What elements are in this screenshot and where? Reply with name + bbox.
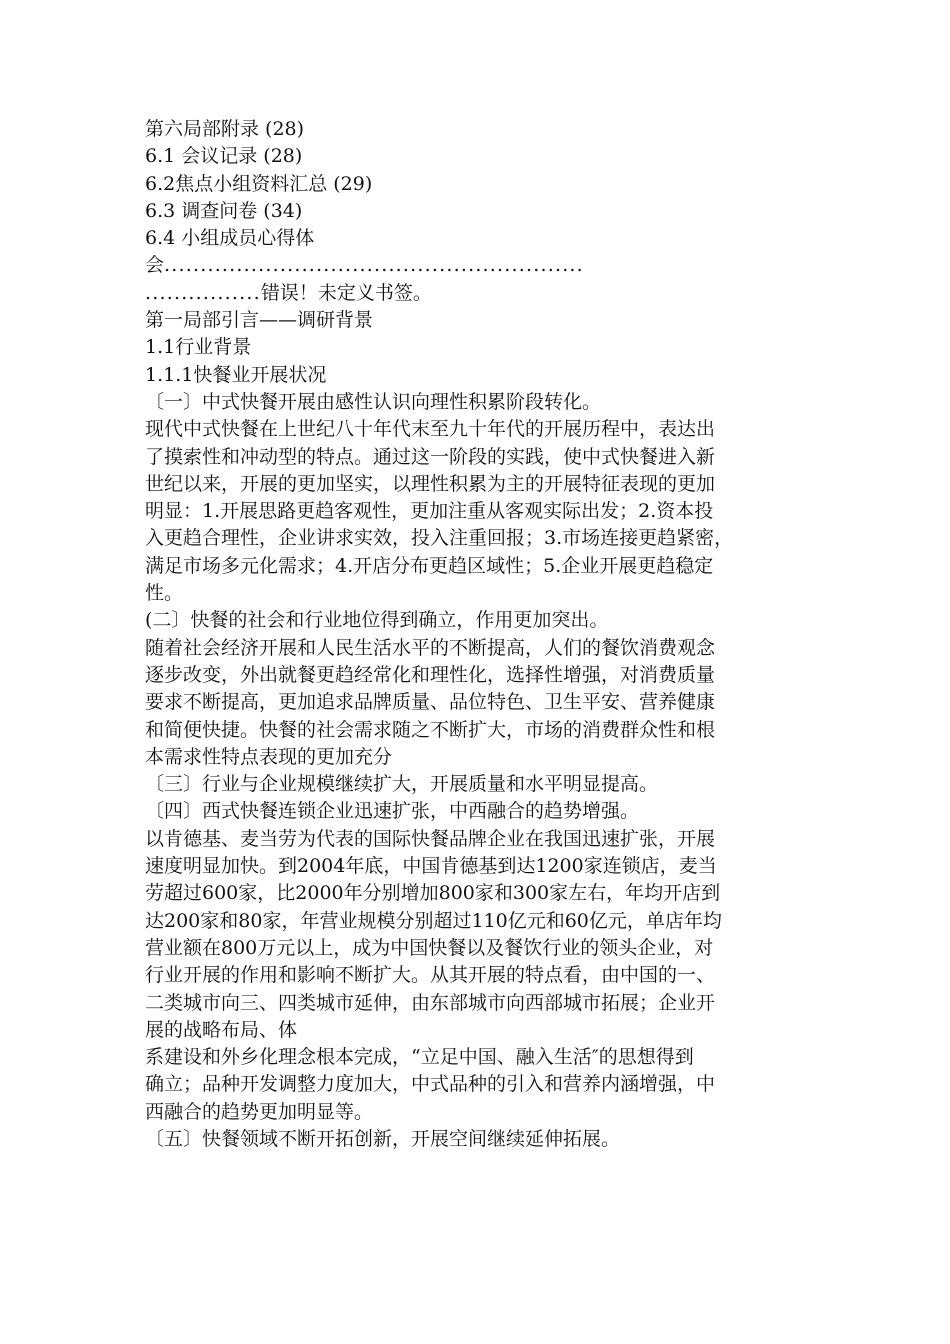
heading-1-1: 1.1行业背景 [145,336,252,359]
paragraph-line: 二类城市向三、四类城市延伸，由东部城市向西部城市拓展；企业开 [145,991,716,1014]
subheading-5: 〔五〕快餐领域不断开拓创新，开展空间继续延伸拓展。 [145,1127,621,1150]
subheading-1: 〔一〕中式快餐开展由感性认识向理性积累阶段转化。 [145,390,602,413]
heading-part-one: 第一局部引言——调研背景 [145,309,374,332]
toc-leader-dots: ................ [145,281,261,304]
subheading-2: (二〕快餐的社会和行业地位得到确立，作用更加突出。 [145,609,609,632]
paragraph-line: 随着社会经济开展和人民生活水平的不断提高，人们的餐饮消费观念 [145,636,716,659]
heading-1-1-1: 1.1.1快餐业开展状况 [145,363,327,386]
toc-item-6-2: 6.2焦点小组资料汇总 (29) [145,172,373,195]
toc-item-6-4-word: 会 [145,254,165,277]
paragraph-line: 达200家和80家，年营业规模分别超过110亿元和60亿元，单店年均 [145,909,722,932]
toc-leader-dots: .......................................................... [164,254,584,277]
toc-item-6-4-error [145,280,805,307]
toc-item-6-4-cont [145,252,805,279]
subheading-4: 〔四〕西式快餐连锁企业迅速扩张，中西融合的趋势增强。 [145,800,640,823]
toc-appendix: 第六局部附录 (28) [145,118,305,140]
paragraph-line: 速度明显加快。到2004年底，中国肯德基到达1200家连锁店，麦当 [145,855,717,878]
paragraph-line: 行业开展的作用和影响不断扩大。从其开展的特点看，由中国的一、 [145,964,716,987]
paragraph-line: 和简便快捷。快餐的社会需求随之不断扩大，市场的消费群众性和根 [145,718,716,741]
document-page [145,116,805,1153]
paragraph-line: 明显：1.开展思路更趋客观性，更加注重从客观实际出发；2.资本投 [145,500,714,523]
paragraph-line: 劳超过600家，比2000年分别增加800家和300家左右，年均开店到 [145,882,721,905]
paragraph-line: 展的战略布局、体 [145,1018,298,1041]
paragraph-line: 逐步改变，外出就餐更趋经常化和理性化，选择性增强，对消费质量 [145,663,716,686]
toc-item-6-4: 6.4 小组成员心得体 [145,227,315,250]
paragraph-line: 满足市场多元化需求；4.开店分布更趋区域性；5.企业开展更趋稳定 [145,554,714,577]
paragraph-line: 营业额在800万元以上，成为中国快餐以及餐饮行业的领头企业，对 [145,936,714,959]
paragraph-line: 性。 [145,582,184,605]
paragraph-line: 系建设和外乡化理念根本完成，“立足中国、融入生活″的思想得到 [145,1046,694,1069]
paragraph-line: 世纪以来，开展的更加坚实，以理性积累为主的开展特征表现的更加 [145,472,716,495]
paragraph-line: 确立；品种开发调整力度加大，中式品种的引入和营养内涵增强，中 [145,1073,716,1096]
paragraph-line: 西融合的趋势更加明显等。 [145,1100,374,1123]
paragraph-line: 以肯德基、麦当劳为代表的国际快餐品牌企业在我国迅速扩张，开展 [145,827,716,850]
paragraph-line: 现代中式快餐在上世纪八十年代末至九十年代的开展历程中，表达出 [145,418,716,441]
toc-item-6-3: 6.3 调查问卷 (34) [145,199,303,222]
paragraph-line: 要求不断提高，更加追求品牌质量、品位特色、卫生平安、营养健康 [145,691,716,714]
paragraph-line: 了摸索性和冲动型的特点。通过这一阶段的实践，使中式快餐进入新 [145,445,716,468]
paragraph-line: 入更趋合理性，企业讲求实效，投入注重回报；3.市场连接更趋紧密， [145,527,734,550]
subheading-3: 〔三〕行业与企业规模继续扩大，开展质量和水平明显提高。 [145,773,659,796]
toc-bookmark-error: 错误！未定义书签。 [260,281,432,304]
toc-item-6-1: 6.1 会议记录 (28) [145,145,303,168]
paragraph-line: 本需求性特点表现的更加充分 [145,745,393,768]
